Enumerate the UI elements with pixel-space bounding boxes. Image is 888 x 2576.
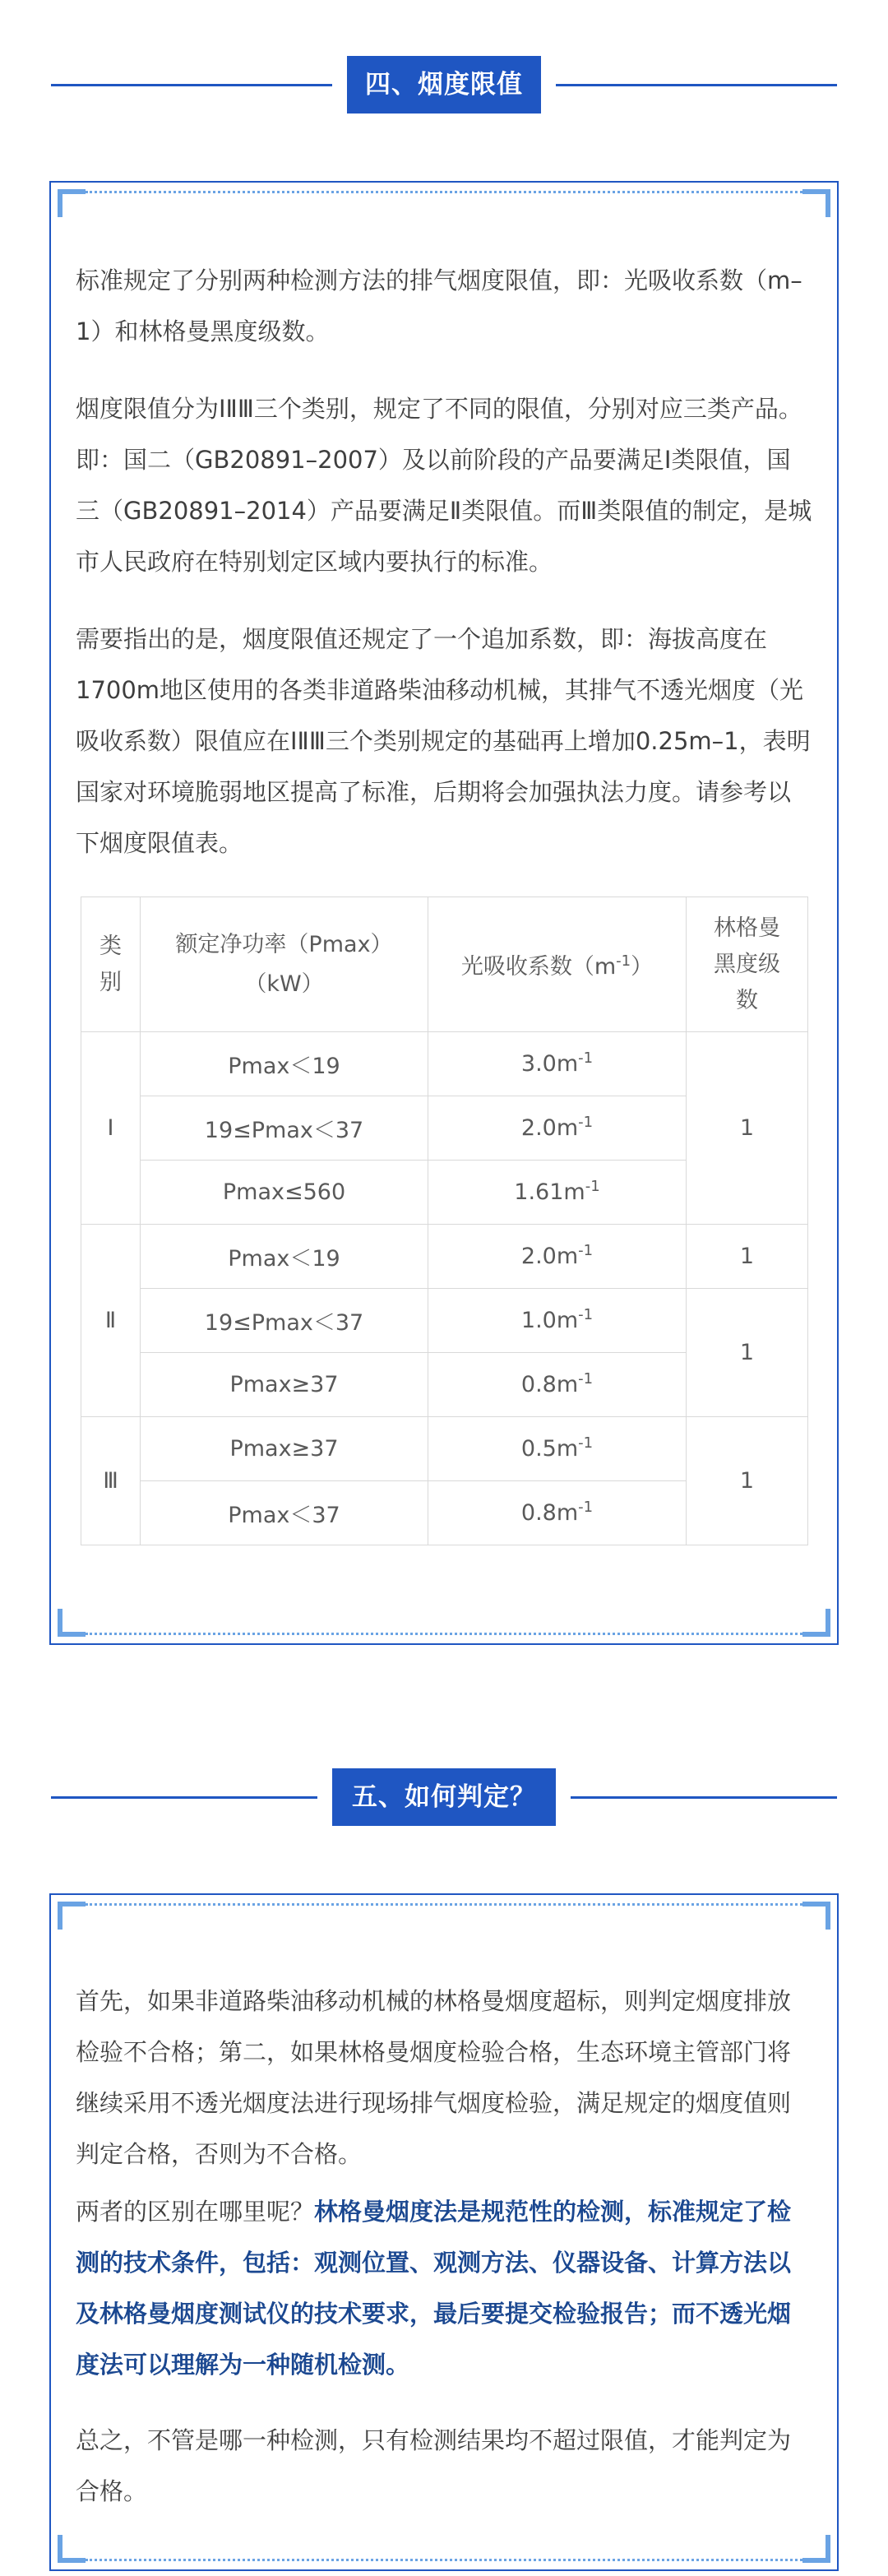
- category-cell: Ⅲ: [81, 1417, 141, 1545]
- corner-ornament: [58, 1902, 86, 1930]
- absorption-cell: $0.8m^{-1}$: [428, 1481, 687, 1545]
- power-cell: 19≤Pmax＜37: [141, 1096, 428, 1161]
- dotted-border: [86, 2559, 802, 2561]
- corner-ornament: [802, 2535, 830, 2563]
- header-absorption: 光吸收系数$(m^{-1})$: [428, 897, 687, 1032]
- corner-ornament: [58, 2535, 86, 2563]
- ringelmann-cell: 1: [687, 1225, 808, 1289]
- table-header-row: [81, 897, 808, 1032]
- header-ringelmann: 林格曼黑度级数: [687, 897, 808, 1032]
- corner-ornament: [802, 189, 830, 217]
- difference-lead: 两者的区别在哪里呢？: [76, 2198, 315, 2226]
- section-5-heading: [0, 1768, 888, 1826]
- absorption-cell: $0.5m^{-1}$: [428, 1417, 687, 1481]
- category-cell: Ⅱ: [81, 1225, 141, 1417]
- power-cell: Pmax＜19: [141, 1225, 428, 1289]
- paragraph-difference: [76, 2186, 812, 2390]
- section-4-heading: [0, 56, 888, 114]
- table-row: [81, 1032, 808, 1096]
- power-cell: Pmax＜37: [141, 1481, 428, 1545]
- power-cell: Pmax≥37: [141, 1417, 428, 1481]
- paragraph-altitude: 需要指出的是，烟度限值还规定了一个追加系数，即：海拔高度在1700m地区使用的各类非道路柴油移动机械，其排气不透光烟度（光吸收系数）限值应在ⅠⅡⅢ三个类别规定的基础再上增加0.25m–1，表明国家对环境脆弱地区提高了标准，后期将会加强执法力度。请参考以下烟度限值表。: [76, 625, 811, 857]
- absorption-cell: $3.0m^{-1}$: [428, 1032, 687, 1096]
- section-4-box: [49, 181, 839, 1645]
- paragraph-standard: 标准规定了分别两种检测方法的排气烟度限值，即：光吸收系数（m–1）和林格曼黑度级数。: [76, 266, 802, 345]
- absorption-cell: $2.0m^{-1}$: [428, 1225, 687, 1289]
- dotted-border: [86, 191, 802, 193]
- heading-rule-right: [571, 1796, 837, 1799]
- table-row: [81, 1225, 808, 1289]
- ringelmann-cell: 1: [687, 1289, 808, 1417]
- section-5-box: [49, 1893, 839, 2571]
- header-category: 类别: [81, 897, 141, 1032]
- absorption-cell: $2.0m^{-1}$: [428, 1096, 687, 1161]
- category-cell: Ⅰ: [81, 1032, 141, 1225]
- ringelmann-cell: 1: [687, 1417, 808, 1545]
- dotted-border: [86, 1633, 802, 1635]
- absorption-cell: $1.0m^{-1}$: [428, 1289, 687, 1353]
- heading-rule-left: [51, 84, 332, 86]
- table-row: [81, 1417, 808, 1481]
- power-cell: Pmax≤560: [141, 1161, 428, 1225]
- corner-ornament: [802, 1609, 830, 1637]
- paragraph-conclusion: 总之，不管是哪一种检测，只有检测结果均不超过限值，才能判定为合格。: [76, 2426, 792, 2505]
- corner-ornament: [58, 1609, 86, 1637]
- dotted-border: [86, 1903, 802, 1906]
- heading-rule-left: [51, 1796, 317, 1799]
- corner-ornament: [802, 1902, 830, 1930]
- difference-highlight: 林格曼烟度法是规范性的检测，标准规定了检测的技术条件，包括：观测位置、观测方法、仪器设备、计算方法以及林格曼烟度测试仪的技术要求，最后要提交检验报告；而不透光烟度法可以理解为一种随机检测。: [76, 2198, 792, 2379]
- smoke-limit-table: [81, 897, 808, 1545]
- header-power: 额定净功率（Pmax）（kW）: [141, 897, 428, 1032]
- section-5-title: 五、如何判定？: [332, 1768, 556, 1826]
- paragraph-judgement: 首先，如果非道路柴油移动机械的林格曼烟度超标，则判定烟度排放检验不合格；第二，如果林格曼烟度检验合格，生态环境主管部门将继续采用不透光烟度法进行现场排气烟度检验，满足规定的烟度值则判定合格，否则为不合格。: [76, 1987, 792, 2168]
- power-cell: 19≤Pmax＜37: [141, 1289, 428, 1353]
- absorption-cell: $0.8m^{-1}$: [428, 1353, 687, 1417]
- power-cell: Pmax＜19: [141, 1032, 428, 1096]
- ringelmann-cell: 1: [687, 1032, 808, 1225]
- paragraph-categories: 烟度限值分为ⅠⅡⅢ三个类别，规定了不同的限值，分别对应三类产品。即：国二（GB20891–2007）及以前阶段的产品要满足Ⅰ类限值，国三（GB20891–2014）产品要满足Ⅱ类限值。而Ⅲ类限值的制定，是城市人民政府在特别划定区域内要执行的标准。: [76, 395, 812, 576]
- absorption-cell: $1.61m^{-1}$: [428, 1161, 687, 1225]
- table-row: [81, 1289, 808, 1353]
- heading-rule-right: [556, 84, 837, 86]
- power-cell: Pmax≥37: [141, 1353, 428, 1417]
- corner-ornament: [58, 189, 86, 217]
- section-4-title: 四、烟度限值: [347, 56, 541, 114]
